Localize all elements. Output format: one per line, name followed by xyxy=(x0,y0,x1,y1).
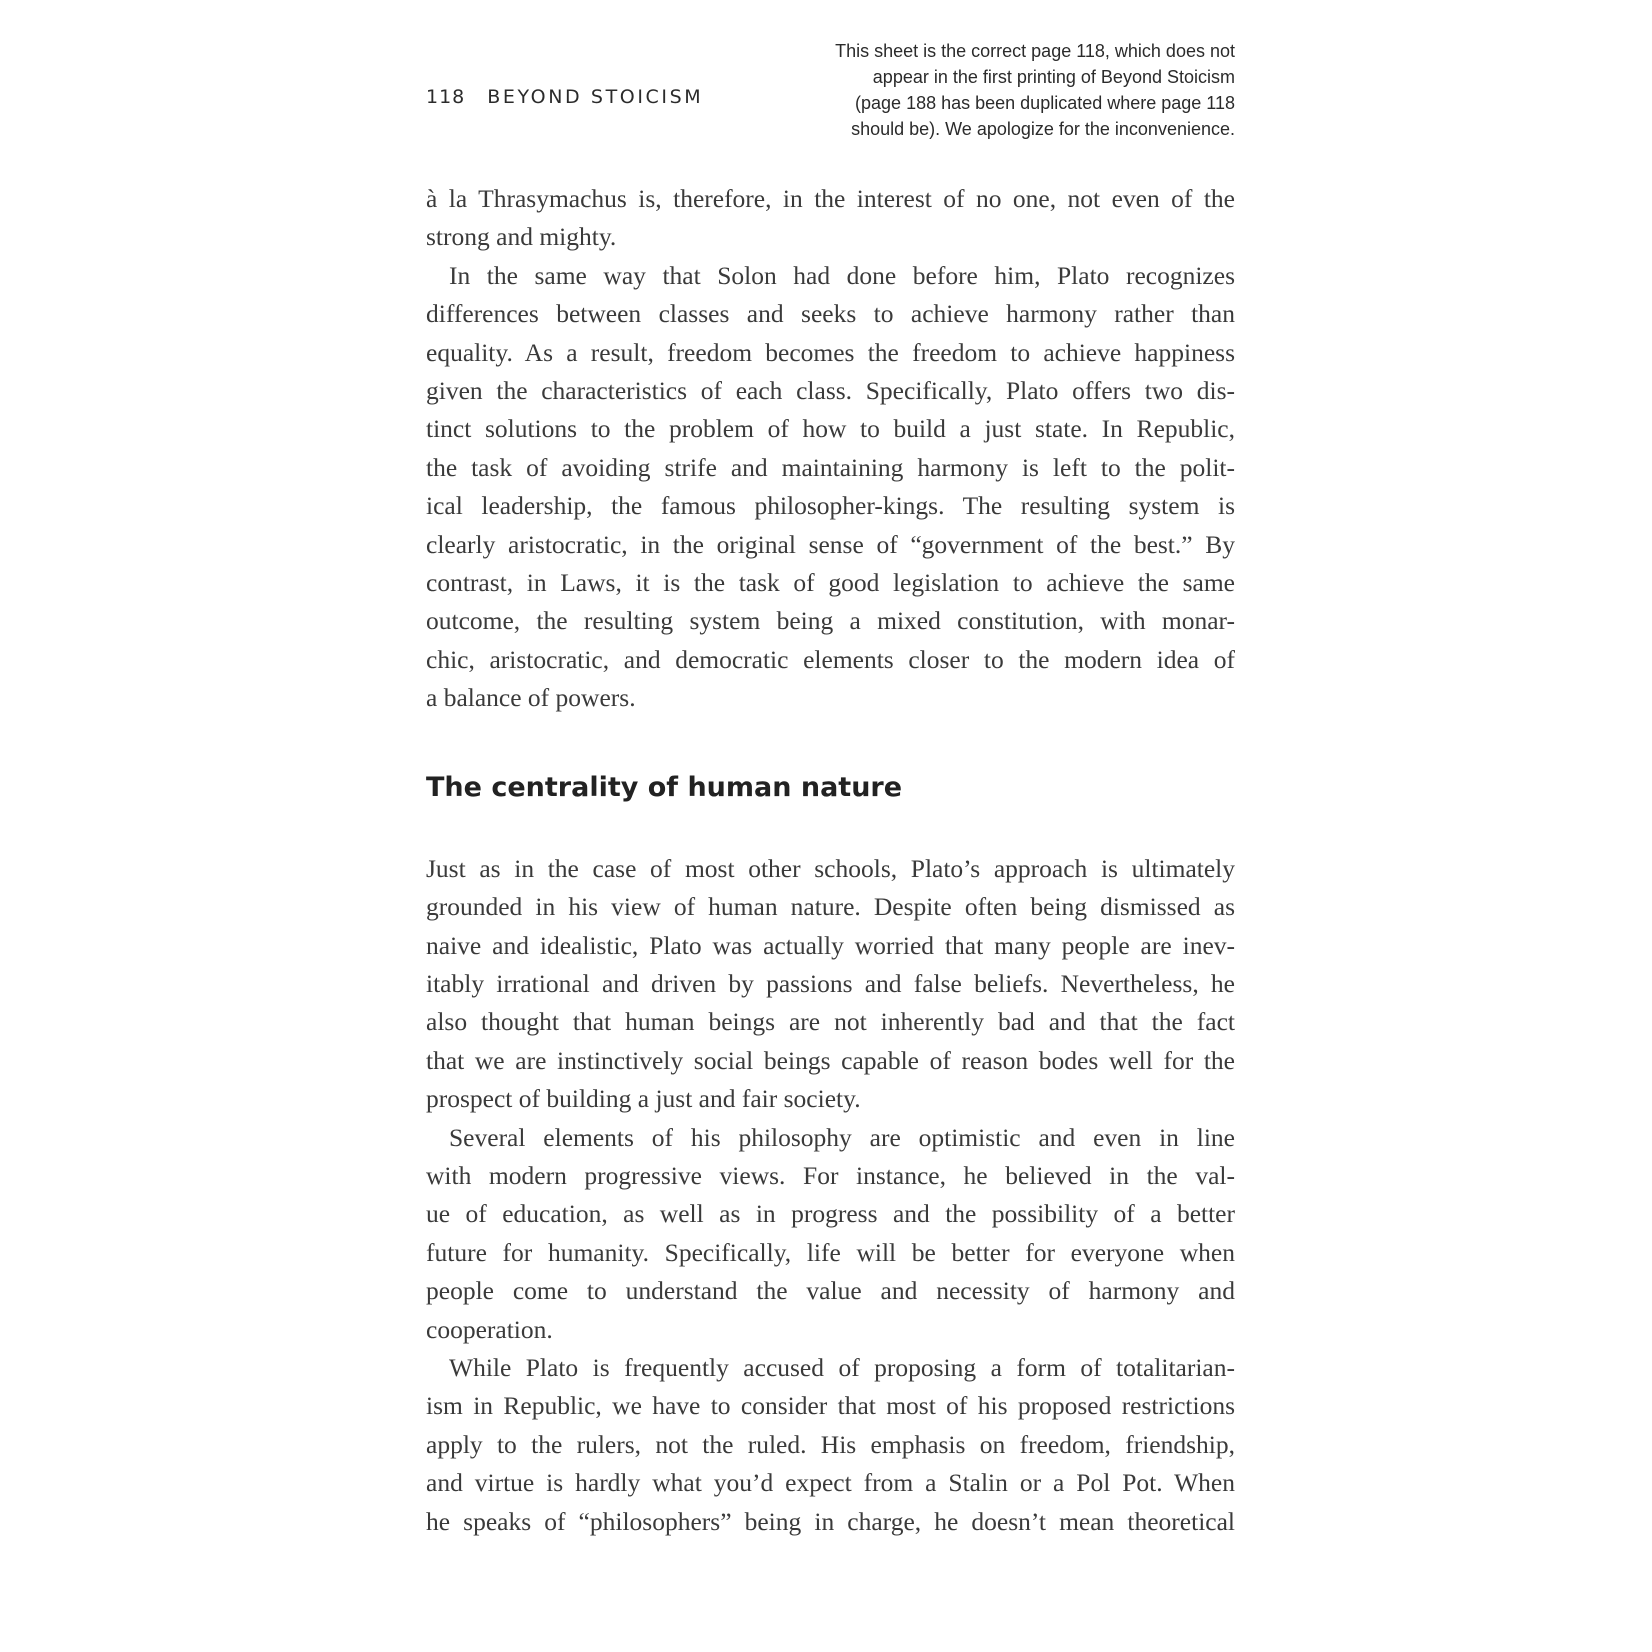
text-line: itably irrational and driven by passions and false beliefs. Nevertheless, he xyxy=(426,968,1235,998)
text-line: contrast, in Laws, it is the task of good legislation to achieve the same xyxy=(426,568,1235,598)
text-line: outcome, the resulting system being a mixed constitution, with monar- xyxy=(426,606,1235,636)
text-line: grounded in his view of human nature. Despite often being dismissed as xyxy=(426,892,1235,922)
running-title: BEYOND STOICISM xyxy=(487,86,704,108)
text-line: apply to the rulers, not the ruled. His emphasis on freedom, friendship, xyxy=(426,1429,1235,1459)
text-line: with modern progressive views. For instance, he believed in the val- xyxy=(426,1160,1235,1190)
text-line: chic, aristocratic, and democratic elements closer to the modern idea of xyxy=(426,644,1235,674)
text-line: ism in Republic, we have to consider that most of his proposed restrictions xyxy=(426,1391,1235,1421)
text-line: cooperation. xyxy=(426,1314,553,1344)
paragraph xyxy=(426,257,1235,718)
text-line: ue of education, as well as in progress and the possibility of a better xyxy=(426,1199,1235,1229)
section-heading: The centrality of human nature xyxy=(426,771,903,803)
text-line: equality. As a result, freedom becomes the freedom to achieve happiness xyxy=(426,337,1235,367)
body-text xyxy=(426,180,1235,1541)
correction-note-line: (page 188 has been duplicated where page 118 xyxy=(855,93,1235,113)
text-line: also thought that human beings are not inherently bad and that the fact xyxy=(426,1007,1235,1037)
text-line: à la Thrasymachus is, therefore, in the interest of no one, not even of the xyxy=(426,184,1235,213)
text-line: prospect of building a just and fair society. xyxy=(426,1084,861,1114)
text-line: clearly aristocratic, in the original sense of “government of the best.” By xyxy=(426,529,1235,559)
text-line: given the characteristics of each class. Specifically, Plato offers two dis- xyxy=(426,376,1235,406)
page-number: 118 xyxy=(426,86,466,108)
text-line: Several elements of his philosophy are optimistic and even in line xyxy=(449,1122,1235,1152)
paragraph xyxy=(426,1119,1235,1349)
text-line: In the same way that Solon had done before him, Plato recognizes xyxy=(449,260,1235,290)
text-line: naive and idealistic, Plato was actually worried that many people are inev- xyxy=(426,930,1235,960)
running-header xyxy=(426,86,703,108)
text-line: While Plato is frequently accused of proposing a form of totalitarian- xyxy=(449,1352,1235,1382)
paragraph xyxy=(426,850,1235,1119)
correction-note xyxy=(790,38,1235,142)
paragraph xyxy=(426,180,1235,257)
text-line: people come to understand the value and necessity of harmony and xyxy=(426,1276,1235,1306)
text-line: he speaks of “philosophers” being in charge, he doesn’t mean theoretical xyxy=(426,1506,1235,1536)
text-line: tinct solutions to the problem of how to build a just state. In Republic, xyxy=(426,414,1235,444)
text-line: a balance of powers. xyxy=(426,683,636,713)
correction-note-line: This sheet is the correct page 118, which does not xyxy=(835,41,1235,61)
text-line: differences between classes and seeks to achieve harmony rather than xyxy=(426,299,1235,329)
text-line: Just as in the case of most other schools, Plato’s approach is ultimately xyxy=(426,853,1235,883)
text-line: strong and mighty. xyxy=(426,222,617,252)
text-line: and virtue is hardly what you’d expect from a Stalin or a Pol Pot. When xyxy=(426,1468,1235,1498)
paragraph xyxy=(426,1349,1235,1541)
text-line: future for humanity. Specifically, life will be better for everyone when xyxy=(426,1237,1235,1267)
text-line: the task of avoiding strife and maintaining harmony is left to the polit- xyxy=(426,452,1235,482)
correction-note-line: should be). We apologize for the inconvenience. xyxy=(851,119,1235,139)
correction-note-line: appear in the first printing of Beyond Stoicism xyxy=(872,67,1235,87)
text-line: that we are instinctively social beings capable of reason bodes well for the xyxy=(426,1045,1235,1075)
text-line: ical leadership, the famous philosopher-kings. The resulting system is xyxy=(426,491,1235,521)
